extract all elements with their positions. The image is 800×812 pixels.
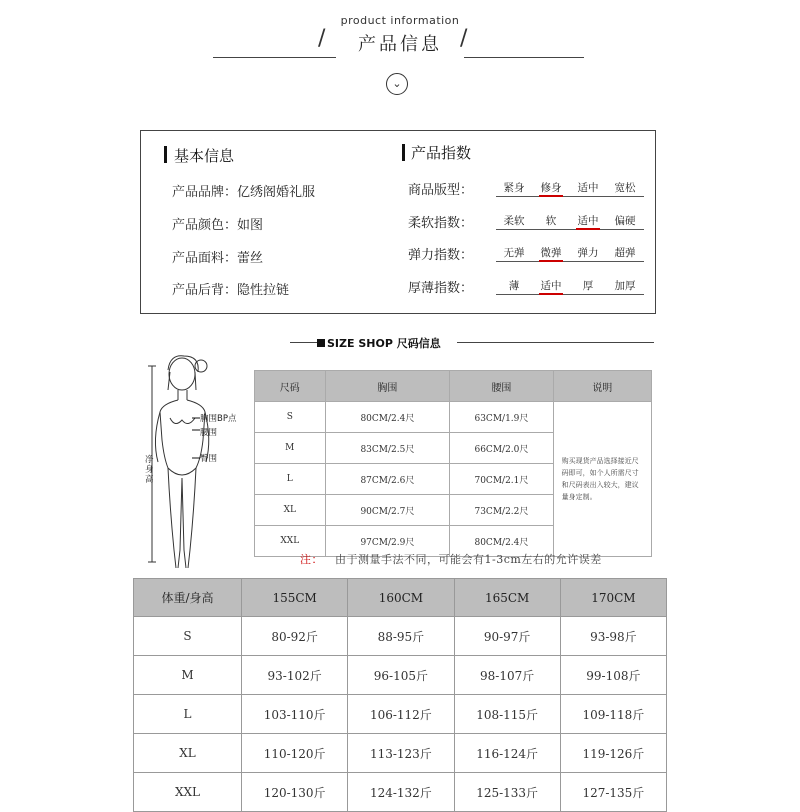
index-option: 厚	[582, 280, 594, 292]
index-option: 软	[545, 215, 557, 227]
size-table-header-cell: 胸围	[325, 371, 450, 402]
product-index-title: 产品指数	[411, 144, 472, 162]
weight-range-cell: 96-105斤	[348, 656, 454, 695]
weight-range-cell: 93-102斤	[242, 656, 348, 695]
basic-info-bar	[164, 146, 167, 163]
waist-cell: 66CM/2.0尺	[450, 433, 553, 464]
notice-text: 由于测量手法不同，可能会有1-3cm左右的允许误差	[335, 553, 602, 566]
weight-range-cell: 113-123斤	[348, 734, 454, 773]
index-scale-line	[496, 229, 644, 230]
size-cell: M	[134, 656, 242, 695]
index-label: 弹力指数：	[408, 248, 474, 263]
index-option: 修身	[540, 182, 562, 194]
index-option: 适中	[540, 280, 562, 292]
basic-info-label: 产品颜色：	[172, 218, 238, 233]
bust-label: 胸围BP点	[200, 414, 237, 424]
weight-table-header-cell: 155CM	[242, 579, 348, 617]
waist-label: 腰围	[200, 428, 218, 438]
table-row	[134, 734, 667, 773]
size-shop-line-right	[457, 342, 654, 343]
size-note: 购买现货产品选择接近尺码即可，如个人所需尺寸和尺码表出入较大，建议量身定制。	[553, 402, 651, 557]
index-scale-line	[496, 261, 644, 262]
index-label: 厚薄指数：	[408, 281, 474, 296]
weight-range-cell: 88-95斤	[348, 617, 454, 656]
size-cell: XXL	[255, 526, 326, 557]
weight-range-cell: 120-130斤	[242, 773, 348, 812]
table-row	[134, 656, 667, 695]
index-label: 柔软指数：	[408, 216, 474, 231]
index-selected-mark	[576, 228, 600, 230]
basic-info-title: 基本信息	[174, 147, 235, 165]
weight-range-cell: 110-120斤	[242, 734, 348, 773]
body-figure-diagram	[140, 350, 255, 580]
bust-cell: 83CM/2.5尺	[325, 433, 450, 464]
table-row	[134, 695, 667, 734]
weight-range-cell: 90-97斤	[454, 617, 560, 656]
hip-label: 臀围	[200, 454, 218, 464]
table-row	[134, 773, 667, 812]
weight-range-cell: 80-92斤	[242, 617, 348, 656]
header-line-left	[213, 57, 336, 58]
basic-info-value: 如图	[237, 218, 264, 233]
size-cell: S	[255, 402, 326, 433]
basic-info-value: 隐性拉链	[237, 283, 290, 298]
size-cell: XL	[255, 495, 326, 526]
weight-range-cell: 108-115斤	[454, 695, 560, 734]
waist-cell: 63CM/1.9尺	[450, 402, 553, 433]
weight-range-cell: 125-133斤	[454, 773, 560, 812]
index-option: 适中	[577, 182, 599, 194]
header-en-title: product information	[340, 14, 460, 27]
size-table-header-cell: 腰围	[450, 371, 553, 402]
bust-cell: 90CM/2.7尺	[325, 495, 450, 526]
size-cell: S	[134, 617, 242, 656]
waist-cell: 80CM/2.4尺	[450, 526, 553, 557]
size-cell: XXL	[134, 773, 242, 812]
weight-range-cell: 116-124斤	[454, 734, 560, 773]
height-label: 净身高	[145, 455, 154, 485]
chevron-down-icon[interactable]: ⌄	[386, 73, 408, 95]
size-cell: M	[255, 433, 326, 464]
weight-table-header-cell: 170CM	[560, 579, 666, 617]
index-option: 加厚	[614, 280, 636, 292]
slash-left-icon: /	[318, 26, 326, 51]
size-shop-line-left	[290, 342, 320, 343]
waist-cell: 73CM/2.2尺	[450, 495, 553, 526]
weight-range-cell: 98-107斤	[454, 656, 560, 695]
weight-range-cell: 93-98斤	[560, 617, 666, 656]
weight-table-header	[134, 579, 667, 617]
basic-info-label: 产品面料：	[172, 251, 238, 266]
basic-info-value: 蕾丝	[237, 251, 264, 266]
index-option: 薄	[508, 280, 520, 292]
basic-info-row	[172, 214, 263, 233]
table-row	[255, 402, 652, 433]
index-option: 微弹	[540, 247, 562, 259]
index-option: 弹力	[577, 247, 599, 259]
weight-range-cell: 106-112斤	[348, 695, 454, 734]
basic-info-row	[172, 181, 315, 200]
index-scale-line	[496, 294, 644, 295]
index-option: 偏硬	[614, 215, 636, 227]
weight-table-header-cell: 体重/身高	[134, 579, 242, 617]
size-cell: L	[255, 464, 326, 495]
basic-info-label: 产品后背：	[172, 283, 238, 298]
product-index-bar	[402, 144, 405, 161]
size-cell: L	[134, 695, 242, 734]
index-option: 柔软	[503, 215, 525, 227]
basic-info-value: 亿绣阁婚礼服	[237, 185, 316, 200]
weight-range-cell: 109-118斤	[560, 695, 666, 734]
size-table	[254, 370, 652, 557]
header-line-right	[464, 57, 584, 58]
table-row	[134, 617, 667, 656]
weight-range-cell: 124-132斤	[348, 773, 454, 812]
index-option: 无弹	[503, 247, 525, 259]
index-option: 适中	[577, 215, 599, 227]
bust-cell: 80CM/2.4尺	[325, 402, 450, 433]
size-shop-square-icon	[317, 339, 325, 347]
basic-info-label: 产品品牌：	[172, 185, 238, 200]
header-cn-title: 产品信息	[358, 34, 442, 55]
index-selected-mark	[539, 293, 563, 295]
weight-range-cell: 103-110斤	[242, 695, 348, 734]
size-shop-label: SIZE SHOP 尺码信息	[327, 337, 441, 350]
index-scale-line	[496, 196, 644, 197]
slash-right-icon: /	[460, 26, 468, 51]
weight-table-header-cell: 165CM	[454, 579, 560, 617]
size-cell: XL	[134, 734, 242, 773]
index-option: 超弹	[614, 247, 636, 259]
basic-info-row	[172, 247, 263, 266]
basic-info-row	[172, 279, 289, 298]
notice-prefix: 注：	[300, 553, 323, 566]
size-table-header	[255, 371, 652, 402]
size-table-header-cell: 说明	[553, 371, 651, 402]
waist-cell: 70CM/2.1尺	[450, 464, 553, 495]
weight-range-cell: 99-108斤	[560, 656, 666, 695]
bust-cell: 87CM/2.6尺	[325, 464, 450, 495]
index-selected-mark	[539, 260, 563, 262]
weight-table-header-cell: 160CM	[348, 579, 454, 617]
measurement-notice	[300, 551, 602, 567]
weight-range-cell: 127-135斤	[560, 773, 666, 812]
index-option: 紧身	[503, 182, 525, 194]
index-label: 商品版型：	[408, 183, 474, 198]
index-option: 宽松	[614, 182, 636, 194]
size-table-header-cell: 尺码	[255, 371, 326, 402]
index-selected-mark	[539, 195, 563, 197]
weight-height-table	[133, 578, 667, 812]
bust-cell: 97CM/2.9尺	[325, 526, 450, 557]
weight-range-cell: 119-126斤	[560, 734, 666, 773]
